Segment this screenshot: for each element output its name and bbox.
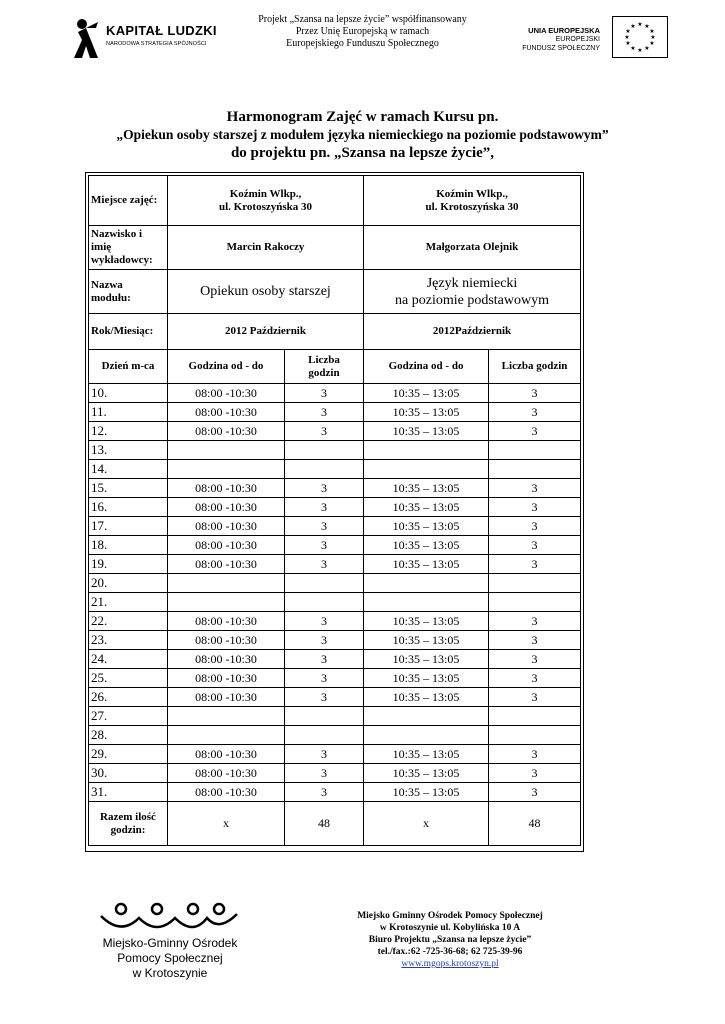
- cell-hours-right: [364, 441, 489, 460]
- module-label: [89, 270, 168, 314]
- total-hours-left: x: [168, 802, 285, 846]
- cell-day: 30.: [89, 764, 168, 783]
- lecturer-label-line-1: Nazwisko i: [91, 228, 143, 240]
- svg-text:★: ★: [625, 40, 631, 47]
- eu-flag-icon: [612, 16, 668, 58]
- module-label-line-1: Nazwa: [91, 278, 123, 291]
- column-header-row: [89, 350, 581, 384]
- cell-count-left: [285, 707, 364, 726]
- cell-count-right: 3: [489, 688, 581, 707]
- cell-count-left: 3: [285, 384, 364, 403]
- cell-day: 15.: [89, 479, 168, 498]
- day-row: [89, 688, 581, 707]
- website-link[interactable]: www.mgops.krotoszyn.pl: [401, 959, 499, 969]
- project-line: Europejskiego Funduszu Społecznego: [286, 38, 439, 49]
- cell-hours-left: 08:00 -10:30: [168, 783, 285, 802]
- cell-day: 16.: [89, 498, 168, 517]
- svg-text:★: ★: [630, 45, 636, 52]
- cell-count-left: [285, 460, 364, 479]
- cell-count-left: 3: [285, 688, 364, 707]
- people-figures-icon: [95, 902, 245, 934]
- total-count-right: 48: [489, 802, 581, 846]
- cell-hours-left: 08:00 -10:30: [168, 498, 285, 517]
- day-row: [89, 441, 581, 460]
- cell-day: 29.: [89, 745, 168, 764]
- cell-hours-right: 10:35 – 13:05: [364, 650, 489, 669]
- title-line-1: Harmonogram Zajęć w ramach Kursu pn.: [226, 109, 499, 125]
- svg-text:★: ★: [644, 23, 650, 30]
- day-row: [89, 555, 581, 574]
- cell-hours-left: [168, 593, 285, 612]
- lecturer-right: Małgorzata Olejnik: [364, 226, 581, 270]
- mgops-logo-text: [95, 936, 245, 981]
- header-count-left-line-1: Liczba: [308, 353, 340, 366]
- title-line-2: „Opiekun osoby starszej z modułem języka niemieckiego na poziomie podstawowym”: [116, 127, 609, 142]
- eu-fund-logo-text: [510, 26, 600, 53]
- svg-text:★: ★: [644, 45, 650, 52]
- svg-text:★: ★: [624, 34, 630, 41]
- cell-day: 18.: [89, 536, 168, 555]
- header-count-left: [285, 350, 364, 384]
- lecturer-label-line-3: wykładowcy:: [91, 254, 153, 266]
- place-left-line-2: ul. Krotoszyńska 30: [219, 200, 313, 213]
- cell-hours-left: [168, 726, 285, 745]
- cell-hours-right: 10:35 – 13:05: [364, 612, 489, 631]
- module-right-line-2: na poziomie podstawowym: [395, 292, 550, 308]
- cell-count-right: [489, 726, 581, 745]
- cell-count-right: [489, 574, 581, 593]
- project-line: Projekt „Szansa na lepsze życie” współfinansowany: [258, 14, 467, 25]
- address-line-3: Biuro Projektu „Szansa na lepsze życie”: [368, 935, 532, 945]
- module-right-line-1: Język niemiecki: [426, 275, 518, 291]
- cell-hours-left: 08:00 -10:30: [168, 745, 285, 764]
- cell-hours-left: 08:00 -10:30: [168, 631, 285, 650]
- cell-count-right: 3: [489, 764, 581, 783]
- cell-hours-right: 10:35 – 13:05: [364, 631, 489, 650]
- place-right-line-2: ul. Krotoszyńska 30: [425, 200, 519, 213]
- kapital-ludzki-emblem-icon: [68, 18, 102, 60]
- cell-hours-left: [168, 460, 285, 479]
- address-line-1: Miejsko Gminny Ośrodek Pomocy Społecznej: [357, 911, 543, 921]
- cell-hours-left: 08:00 -10:30: [168, 612, 285, 631]
- header-count-left-line-2: godzin: [308, 366, 340, 379]
- day-row: [89, 460, 581, 479]
- day-row: [89, 726, 581, 745]
- kapital-ludzki-subtitle: NARODOWA STRATEGIA SPÓJNOŚCI: [106, 41, 207, 47]
- cell-day: 22.: [89, 612, 168, 631]
- cell-hours-right: 10:35 – 13:05: [364, 479, 489, 498]
- cell-count-right: 3: [489, 384, 581, 403]
- header-count-right: Liczba godzin: [489, 350, 581, 384]
- cell-hours-right: 10:35 – 13:05: [364, 669, 489, 688]
- cell-count-right: [489, 441, 581, 460]
- title-line-3: do projektu pn. „Szansa na lepsze życie”,: [230, 145, 495, 161]
- eu-line-3: FUNDUSZ SPOŁECZNY: [522, 45, 600, 52]
- cell-hours-left: 08:00 -10:30: [168, 688, 285, 707]
- document-title: [0, 108, 725, 162]
- cell-day: 26.: [89, 688, 168, 707]
- place-left: [168, 176, 364, 226]
- svg-text:★: ★: [649, 40, 655, 47]
- cell-count-right: [489, 460, 581, 479]
- header-day: Dzień m-ca: [89, 350, 168, 384]
- cell-count-left: [285, 726, 364, 745]
- kapital-ludzki-title: KAPITAŁ LUDZKI: [106, 23, 217, 38]
- cell-hours-right: 10:35 – 13:05: [364, 536, 489, 555]
- lecturer-left: Marcin Rakoczy: [168, 226, 364, 270]
- cell-hours-right: 10:35 – 13:05: [364, 783, 489, 802]
- day-row: [89, 517, 581, 536]
- cell-count-right: 3: [489, 403, 581, 422]
- day-row: [89, 536, 581, 555]
- month-right: 2012Październik: [364, 314, 581, 350]
- day-row: [89, 612, 581, 631]
- cell-hours-right: 10:35 – 13:05: [364, 688, 489, 707]
- day-row: [89, 764, 581, 783]
- address-line-2: w Krotoszynie ul. Kobylińska 10 A: [379, 923, 521, 933]
- cell-hours-right: 10:35 – 13:05: [364, 517, 489, 536]
- cell-count-right: 3: [489, 498, 581, 517]
- cell-hours-left: 08:00 -10:30: [168, 384, 285, 403]
- cell-count-right: 3: [489, 669, 581, 688]
- month-left: 2012 Październik: [168, 314, 364, 350]
- address-line-4: tel./fax.:62 -725-36-68; 62 725-39-96: [377, 947, 523, 957]
- cell-count-right: 3: [489, 422, 581, 441]
- cell-hours-right: [364, 460, 489, 479]
- project-line: Przez Unię Europejską w ramach: [295, 26, 430, 37]
- eu-line-1: UNIA EUROPEJSKA: [528, 26, 600, 35]
- day-row: [89, 479, 581, 498]
- cell-count-left: 3: [285, 498, 364, 517]
- cell-hours-right: [364, 593, 489, 612]
- cell-hours-left: [168, 441, 285, 460]
- cell-count-left: 3: [285, 783, 364, 802]
- cell-day: 24.: [89, 650, 168, 669]
- day-row: [89, 498, 581, 517]
- cell-count-right: [489, 593, 581, 612]
- header-hours-left: Godzina od - do: [168, 350, 285, 384]
- lecturer-label: [89, 226, 168, 270]
- cell-day: 17.: [89, 517, 168, 536]
- place-right-line-1: Koźmin Wlkp.,: [436, 187, 508, 200]
- mgops-logo-line-1: Miejsko-Gminny Ośrodek: [102, 936, 238, 950]
- cell-day: 27.: [89, 707, 168, 726]
- cell-hours-right: 10:35 – 13:05: [364, 403, 489, 422]
- day-row: [89, 574, 581, 593]
- total-hours-right: x: [364, 802, 489, 846]
- svg-text:★: ★: [637, 47, 643, 54]
- mgops-logo-line-3: w Krotoszynie: [132, 966, 208, 980]
- cell-count-left: [285, 574, 364, 593]
- cell-day: 31.: [89, 783, 168, 802]
- total-count-left: 48: [285, 802, 364, 846]
- header-hours-right: Godzina od - do: [364, 350, 489, 384]
- cell-count-left: 3: [285, 403, 364, 422]
- svg-text:★: ★: [650, 34, 656, 41]
- cell-count-right: 3: [489, 612, 581, 631]
- svg-text:★: ★: [630, 23, 636, 30]
- month-label: Rok/Miesiąc:: [89, 314, 168, 350]
- cell-hours-right: 10:35 – 13:05: [364, 384, 489, 403]
- day-row: [89, 669, 581, 688]
- cell-count-right: 3: [489, 631, 581, 650]
- lecturer-label-line-2: imię: [91, 241, 112, 253]
- cell-hours-right: 10:35 – 13:05: [364, 555, 489, 574]
- svg-text:★: ★: [649, 28, 655, 35]
- mgops-logo: [95, 902, 245, 992]
- cell-hours-left: 08:00 -10:30: [168, 517, 285, 536]
- cell-count-left: [285, 441, 364, 460]
- cell-count-right: 3: [489, 555, 581, 574]
- cell-count-left: 3: [285, 745, 364, 764]
- month-row: [89, 314, 581, 350]
- cell-day: 20.: [89, 574, 168, 593]
- cell-day: 10.: [89, 384, 168, 403]
- cell-hours-left: 08:00 -10:30: [168, 479, 285, 498]
- cell-day: 21.: [89, 593, 168, 612]
- cell-day: 23.: [89, 631, 168, 650]
- footer-address: [355, 910, 545, 970]
- cell-count-left: 3: [285, 517, 364, 536]
- kapital-ludzki-logo: [68, 16, 218, 62]
- cell-count-left: 3: [285, 555, 364, 574]
- place-row: [89, 176, 581, 226]
- cell-count-left: 3: [285, 764, 364, 783]
- cell-day: 11.: [89, 403, 168, 422]
- total-label: [89, 802, 168, 846]
- place-label: Miejsce zajęć:: [89, 176, 168, 226]
- svg-text:★: ★: [637, 21, 643, 28]
- cell-hours-left: 08:00 -10:30: [168, 555, 285, 574]
- day-row: [89, 403, 581, 422]
- svg-text:★: ★: [625, 28, 631, 35]
- cell-hours-right: 10:35 – 13:05: [364, 745, 489, 764]
- cell-count-right: 3: [489, 479, 581, 498]
- module-label-line-2: modułu:: [91, 291, 131, 304]
- cell-hours-left: 08:00 -10:30: [168, 650, 285, 669]
- mgops-logo-line-2: Pomocy Społecznej: [117, 951, 223, 965]
- cell-hours-left: 08:00 -10:30: [168, 403, 285, 422]
- cell-hours-right: [364, 707, 489, 726]
- cell-hours-right: [364, 574, 489, 593]
- day-row: [89, 707, 581, 726]
- cell-count-left: 3: [285, 669, 364, 688]
- place-right: [364, 176, 581, 226]
- cell-hours-right: 10:35 – 13:05: [364, 764, 489, 783]
- lecturer-row: [89, 226, 581, 270]
- cell-hours-left: 08:00 -10:30: [168, 764, 285, 783]
- cell-count-right: 3: [489, 783, 581, 802]
- cell-hours-right: [364, 726, 489, 745]
- cell-count-left: 3: [285, 631, 364, 650]
- total-label-line-1: Razem ilość: [100, 810, 156, 823]
- cell-count-right: 3: [489, 536, 581, 555]
- cell-count-left: 3: [285, 650, 364, 669]
- total-row: [89, 802, 581, 846]
- cell-day: 25.: [89, 669, 168, 688]
- day-row: [89, 783, 581, 802]
- day-row: [89, 650, 581, 669]
- cell-hours-left: 08:00 -10:30: [168, 422, 285, 441]
- cell-count-right: [489, 707, 581, 726]
- cell-hours-left: 08:00 -10:30: [168, 536, 285, 555]
- cell-count-right: 3: [489, 650, 581, 669]
- cell-hours-left: [168, 707, 285, 726]
- cell-day: 14.: [89, 460, 168, 479]
- cell-hours-left: [168, 574, 285, 593]
- cell-hours-left: 08:00 -10:30: [168, 669, 285, 688]
- eu-line-2: EUROPEJSKI: [555, 36, 600, 43]
- cell-hours-right: 10:35 – 13:05: [364, 498, 489, 517]
- cell-count-left: 3: [285, 612, 364, 631]
- cell-hours-right: 10:35 – 13:05: [364, 422, 489, 441]
- total-label-line-2: godzin:: [110, 823, 146, 836]
- cell-day: 12.: [89, 422, 168, 441]
- cell-count-left: [285, 593, 364, 612]
- cell-count-right: 3: [489, 745, 581, 764]
- day-row: [89, 593, 581, 612]
- module-left: Opiekun osoby starszej: [168, 270, 364, 314]
- cell-day: 13.: [89, 441, 168, 460]
- cell-count-left: 3: [285, 536, 364, 555]
- cell-count-left: 3: [285, 479, 364, 498]
- cell-day: 28.: [89, 726, 168, 745]
- module-right: [364, 270, 581, 314]
- cell-count-right: 3: [489, 517, 581, 536]
- day-row: [89, 422, 581, 441]
- day-row: [89, 745, 581, 764]
- cell-count-left: 3: [285, 422, 364, 441]
- cell-day: 19.: [89, 555, 168, 574]
- day-row: [89, 631, 581, 650]
- place-left-line-1: Koźmin Wlkp.,: [229, 187, 302, 200]
- schedule-table: [88, 175, 581, 846]
- module-row: [89, 270, 581, 314]
- day-row: [89, 384, 581, 403]
